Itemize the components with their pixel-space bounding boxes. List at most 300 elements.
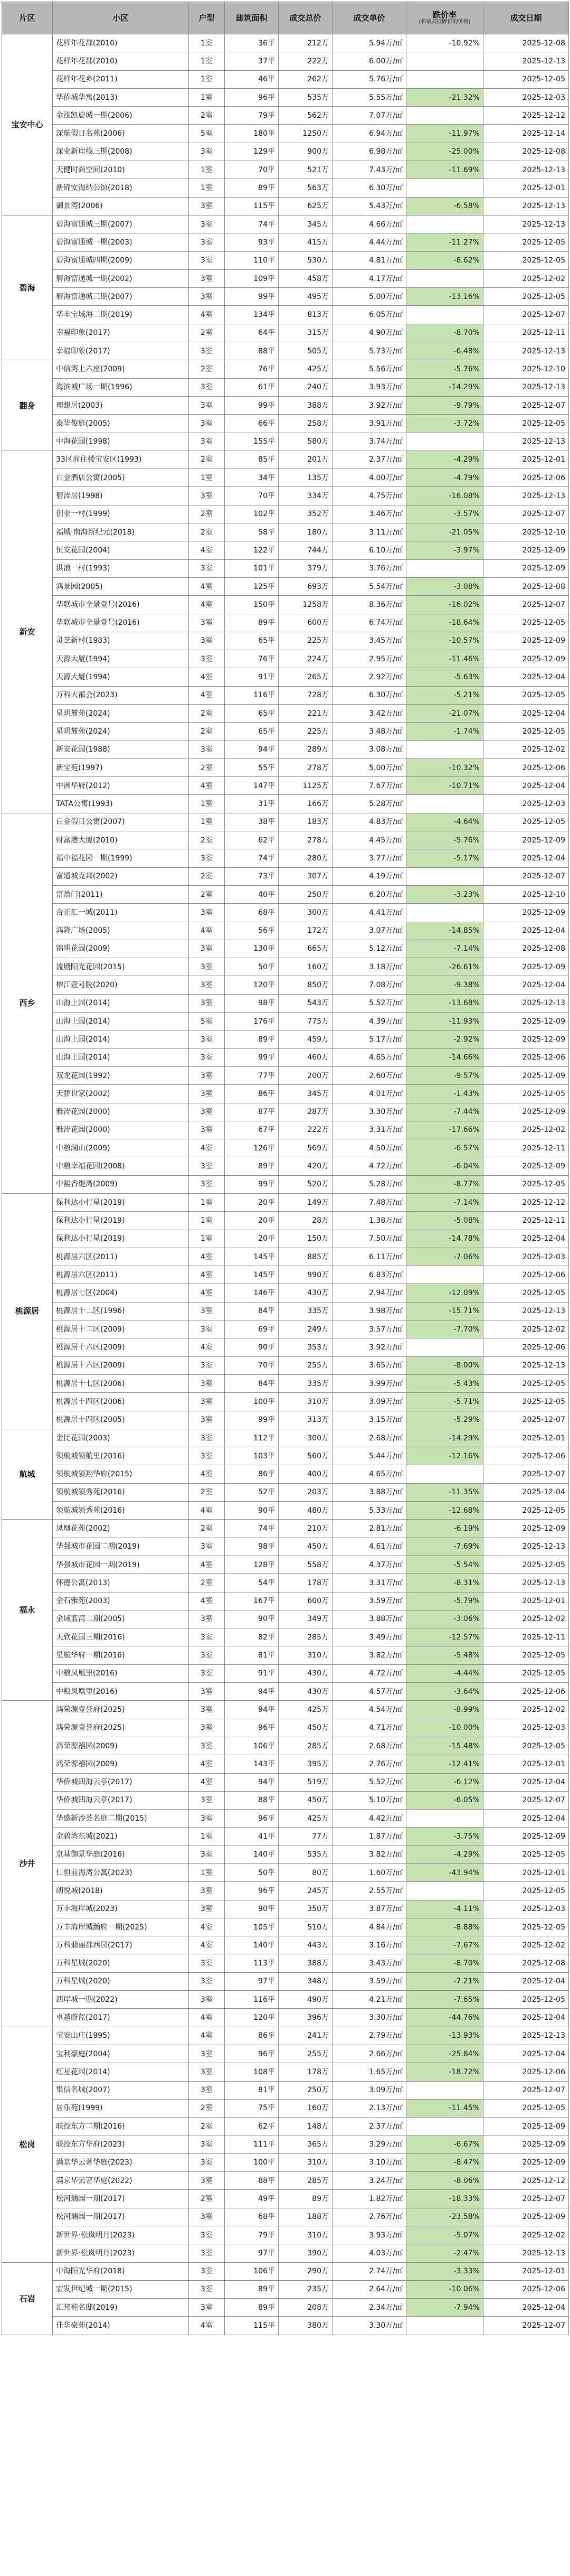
discount-rate-cell: -3.06% (406, 1610, 483, 1628)
community-cell: 锦明花园(2009) (53, 940, 189, 958)
unit-price-cell: 3.45万/㎡ (332, 632, 406, 650)
discount-rate-cell: -4.79% (406, 469, 483, 487)
discount-rate-cell: -8.31% (406, 1574, 483, 1592)
layout-cell: 3室 (189, 233, 225, 251)
area-cell: 106平 (225, 2262, 279, 2280)
total-price-cell: 148万 (279, 2118, 332, 2135)
total-price-cell: 458万 (279, 269, 332, 287)
area-cell: 87平 (225, 1103, 279, 1121)
discount-rate-cell: -5.43% (406, 1374, 483, 1392)
table-row (2, 686, 569, 704)
total-price-cell: 150万 (279, 1230, 332, 1248)
discount-rate-cell: -13.68% (406, 994, 483, 1012)
area-cell: 82平 (225, 1628, 279, 1646)
total-price-cell: 450万 (279, 1719, 332, 1737)
unit-price-cell: 2.81万/㎡ (332, 1520, 406, 1538)
discount-rate-cell (406, 1338, 483, 1356)
layout-cell: 3室 (189, 396, 225, 414)
area-cell: 103平 (225, 1447, 279, 1465)
community-cell: 联投东方华府(2023) (53, 2135, 189, 2153)
table-row (2, 2099, 569, 2117)
layout-cell: 3室 (189, 1356, 225, 1374)
total-price-cell: 775万 (279, 1013, 332, 1031)
unit-price-cell: 3.59万/㎡ (332, 1592, 406, 1610)
community-cell: 新世界·松岚明月(2023) (53, 2244, 189, 2262)
discount-rate-cell: -11.97% (406, 125, 483, 143)
table-row (2, 668, 569, 686)
table-row (2, 2226, 569, 2244)
district-cell: 翻身 (2, 360, 53, 451)
layout-cell: 3室 (189, 1972, 225, 1990)
unit-price-cell: 6.83万/㎡ (332, 1266, 406, 1284)
district-cell: 新安 (2, 451, 53, 813)
unit-price-cell: 2.37万/㎡ (332, 451, 406, 469)
date-cell: 2025-12-06 (483, 1447, 569, 1465)
community-cell: 华强城市花园二期(2019) (53, 1538, 189, 1556)
area-cell: 70平 (225, 1356, 279, 1374)
community-cell: 花样年花乡(2011) (53, 70, 189, 88)
total-price-cell: 235万 (279, 2280, 332, 2298)
discount-rate-cell: -6.67% (406, 2135, 483, 2153)
district-cell: 桃源居 (2, 1194, 53, 1429)
date-cell: 2025-12-08 (483, 940, 569, 958)
date-cell: 2025-12-01 (483, 2262, 569, 2280)
layout-cell: 3室 (189, 2208, 225, 2226)
area-cell: 75平 (225, 2099, 279, 2117)
date-cell: 2025-12-07 (483, 2081, 569, 2099)
district-cell: 航城 (2, 1429, 53, 1519)
table-row (2, 2208, 569, 2226)
table-row (2, 2081, 569, 2099)
date-cell: 2025-12-09 (483, 831, 569, 849)
community-cell: 白金酒店公寓(2005) (53, 469, 189, 487)
discount-rate-cell: -4.11% (406, 1900, 483, 1918)
date-cell: 2025-12-05 (483, 1393, 569, 1411)
discount-rate-cell: -10.71% (406, 777, 483, 795)
unit-price-cell: 2.64万/㎡ (332, 2280, 406, 2298)
table-row (2, 541, 569, 559)
area-cell: 97平 (225, 2244, 279, 2262)
layout-cell: 3室 (189, 2153, 225, 2171)
date-cell: 2025-12-07 (483, 396, 569, 414)
area-cell: 96平 (225, 2045, 279, 2063)
community-cell: 雅涛花园(2000) (53, 1121, 189, 1139)
discount-rate-cell (406, 107, 483, 125)
unit-price-cell: 3.98万/㎡ (332, 1302, 406, 1320)
layout-cell: 5室 (189, 1013, 225, 1031)
unit-price-cell: 3.93万/㎡ (332, 2226, 406, 2244)
layout-cell: 3室 (189, 1031, 225, 1048)
unit-price-cell: 4.61万/㎡ (332, 1538, 406, 1556)
discount-rate-cell: -14.66% (406, 1048, 483, 1066)
community-cell: 流塘阳光花园(2015) (53, 958, 189, 976)
date-cell: 2025-12-09 (483, 1520, 569, 1538)
unit-price-cell: 2.60万/㎡ (332, 1066, 406, 1084)
total-price-cell: 200万 (279, 1066, 332, 1084)
total-price-cell: 390万 (279, 2244, 332, 2262)
layout-cell: 3室 (189, 1103, 225, 1121)
layout-cell: 3室 (189, 1085, 225, 1103)
community-cell: 鸿荣源壹誉府(2025) (53, 1701, 189, 1719)
table-row (2, 1031, 569, 1048)
discount-rate-cell (406, 2081, 483, 2099)
area-cell: 109平 (225, 269, 279, 287)
discount-rate-cell: -12.68% (406, 1502, 483, 1520)
discount-rate-cell (406, 70, 483, 88)
table-row (2, 1048, 569, 1066)
date-cell: 2025-12-09 (483, 2208, 569, 2226)
total-price-cell: 562万 (279, 107, 332, 125)
date-cell: 2025-12-05 (483, 1374, 569, 1392)
table-row (2, 505, 569, 523)
unit-price-cell: 3.82万/㎡ (332, 1646, 406, 1664)
total-price-cell: 443万 (279, 1936, 332, 1954)
total-price-cell: 166万 (279, 795, 332, 813)
total-price-cell: 665万 (279, 940, 332, 958)
table-row (2, 994, 569, 1012)
unit-price-cell: 4.00万/㎡ (332, 469, 406, 487)
unit-price-cell: 3.31万/㎡ (332, 1574, 406, 1592)
unit-price-cell: 1.65万/㎡ (332, 2063, 406, 2081)
community-cell: 中粮凤凰里(2016) (53, 1664, 189, 1682)
unit-price-cell: 4.54万/㎡ (332, 1701, 406, 1719)
unit-price-cell: 2.92万/㎡ (332, 668, 406, 686)
date-cell: 2025-12-05 (483, 1737, 569, 1755)
community-cell: 联投东方二期(2016) (53, 2118, 189, 2135)
discount-rate-cell: -4.44% (406, 1664, 483, 1682)
unit-price-cell: 5.00万/㎡ (332, 758, 406, 776)
table-row (2, 1737, 569, 1755)
layout-cell: 1室 (189, 1230, 225, 1248)
layout-cell: 3室 (189, 2244, 225, 2262)
area-cell: 100平 (225, 1393, 279, 1411)
discount-rate-cell: -8.62% (406, 251, 483, 269)
date-cell: 2025-12-13 (483, 433, 569, 451)
total-price-cell: 460万 (279, 1048, 332, 1066)
table-row (2, 1483, 569, 1501)
total-price-cell: 600万 (279, 1592, 332, 1610)
unit-price-cell: 3.49万/㎡ (332, 1628, 406, 1646)
total-price-cell: 430万 (279, 1664, 332, 1682)
date-cell: 2025-12-04 (483, 1483, 569, 1501)
area-cell: 81平 (225, 2081, 279, 2099)
table-row (2, 2317, 569, 2335)
date-cell: 2025-12-11 (483, 1139, 569, 1157)
total-price-cell: 543万 (279, 994, 332, 1012)
layout-cell: 4室 (189, 922, 225, 940)
area-cell: 96平 (225, 1719, 279, 1737)
layout-cell: 3室 (189, 1882, 225, 1900)
discount-rate-cell: -5.76% (406, 831, 483, 849)
date-cell: 2025-12-05 (483, 1918, 569, 1936)
date-cell: 2025-12-09 (483, 2135, 569, 2153)
total-price-cell: 365万 (279, 2135, 332, 2153)
community-cell: 汇邦苑名邸(2019) (53, 2299, 189, 2317)
area-cell: 167平 (225, 1592, 279, 1610)
table-row (2, 559, 569, 577)
table-row (2, 596, 569, 614)
district-cell: 宝安中心 (2, 34, 53, 216)
date-cell: 2025-12-03 (483, 795, 569, 813)
area-cell: 62平 (225, 2118, 279, 2135)
discount-rate-cell: -8.77% (406, 1175, 483, 1193)
date-cell: 2025-12-14 (483, 125, 569, 143)
date-cell: 2025-12-11 (483, 1212, 569, 1230)
discount-rate-cell: -8.70% (406, 1954, 483, 1972)
total-price-cell: 221万 (279, 704, 332, 722)
date-cell: 2025-12-01 (483, 179, 569, 197)
total-price-cell: 345万 (279, 1085, 332, 1103)
unit-price-cell: 3.42万/㎡ (332, 704, 406, 722)
layout-cell: 4室 (189, 777, 225, 795)
unit-price-cell: 2.68万/㎡ (332, 1737, 406, 1755)
date-cell: 2025-12-08 (483, 143, 569, 161)
total-price-cell: 348万 (279, 1972, 332, 1990)
community-cell: 宝安山庄(1995) (53, 2027, 189, 2045)
unit-price-cell: 3.46万/㎡ (332, 505, 406, 523)
layout-cell: 1室 (189, 469, 225, 487)
table-row (2, 1212, 569, 1230)
date-cell: 2025-12-03 (483, 1248, 569, 1266)
layout-cell: 1室 (189, 1863, 225, 1881)
layout-cell: 4室 (189, 668, 225, 686)
table-row (2, 415, 569, 433)
table-row (2, 1683, 569, 1701)
area-cell: 65平 (225, 704, 279, 722)
table-row (2, 233, 569, 251)
date-cell: 2025-12-13 (483, 2027, 569, 2045)
total-price-cell: 258万 (279, 415, 332, 433)
community-cell: 鸿隆广场(2005) (53, 922, 189, 940)
date-cell: 2025-12-09 (483, 2118, 569, 2135)
total-price-cell: 335万 (279, 1374, 332, 1392)
table-row (2, 1175, 569, 1193)
community-cell: 领航城领秀苑(2016) (53, 1483, 189, 1501)
table-row (2, 958, 569, 976)
table-row (2, 1773, 569, 1791)
total-price-cell: 495万 (279, 288, 332, 306)
district-cell: 松岗 (2, 2027, 53, 2262)
total-price-cell: 535万 (279, 1846, 332, 1863)
community-cell: 双龙花园(1992) (53, 1066, 189, 1084)
community-cell: 花样年花郡(2010) (53, 34, 189, 52)
layout-cell: 3室 (189, 197, 225, 215)
area-cell: 91平 (225, 1664, 279, 1682)
community-cell: 深业新岸线三期(2008) (53, 143, 189, 161)
table-row (2, 2190, 569, 2208)
table-row (2, 1066, 569, 1084)
date-cell: 2025-12-09 (483, 1157, 569, 1175)
unit-price-cell: 3.74万/㎡ (332, 433, 406, 451)
community-cell: 33区商住楼宝安区(1993) (53, 451, 189, 469)
total-price-cell: 224万 (279, 650, 332, 668)
unit-price-cell: 2.94万/㎡ (332, 1284, 406, 1302)
area-cell: 74平 (225, 215, 279, 233)
date-cell: 2025-12-13 (483, 378, 569, 396)
layout-cell: 3室 (189, 1900, 225, 1918)
layout-cell: 3室 (189, 559, 225, 577)
community-cell: 怀德公寓(2013) (53, 1574, 189, 1592)
district-cell: 碧海 (2, 215, 53, 360)
date-cell: 2025-12-04 (483, 1230, 569, 1248)
table-row (2, 1139, 569, 1157)
unit-price-cell: 2.95万/㎡ (332, 650, 406, 668)
community-cell: 松河瑞园一期(2017) (53, 2190, 189, 2208)
community-cell: 天骄世家(2002) (53, 1085, 189, 1103)
discount-rate-cell: -25.84% (406, 2045, 483, 2063)
discount-rate-cell: -8.70% (406, 324, 483, 342)
table-row (2, 1936, 569, 1954)
community-cell: 雅涛花园(2000) (53, 1103, 189, 1121)
discount-rate-cell: -7.69% (406, 1538, 483, 1556)
total-price-cell: 600万 (279, 614, 332, 632)
area-cell: 140平 (225, 1936, 279, 1954)
community-cell: 海滨城广场一期(1996) (53, 378, 189, 396)
unit-price-cell: 3.77万/㎡ (332, 849, 406, 867)
table-row (2, 1701, 569, 1719)
unit-price-cell: 4.37万/㎡ (332, 1556, 406, 1573)
total-price-cell: 388万 (279, 396, 332, 414)
total-price-cell: 520万 (279, 1175, 332, 1193)
area-cell: 79平 (225, 107, 279, 125)
table-row (2, 2063, 569, 2081)
header-area: 建筑面积 (225, 2, 279, 34)
area-cell: 113平 (225, 1954, 279, 1972)
community-cell: 万丰海岸城(2023) (53, 1900, 189, 1918)
unit-price-cell: 3.99万/㎡ (332, 1374, 406, 1392)
table-row (2, 1085, 569, 1103)
date-cell: 2025-12-01 (483, 1592, 569, 1610)
discount-rate-cell (406, 867, 483, 885)
layout-cell: 1室 (189, 161, 225, 179)
table-row (2, 1882, 569, 1900)
area-cell: 110平 (225, 251, 279, 269)
date-cell: 2025-12-05 (483, 288, 569, 306)
discount-rate-cell: -14.29% (406, 1429, 483, 1447)
layout-cell: 3室 (189, 632, 225, 650)
community-cell: 华侨城四海云亭(2017) (53, 1773, 189, 1791)
unit-price-cell: 4.03万/㎡ (332, 2244, 406, 2262)
total-price-cell: 530万 (279, 251, 332, 269)
date-cell: 2025-12-06 (483, 1338, 569, 1356)
area-cell: 88平 (225, 2172, 279, 2190)
district-cell: 沙井 (2, 1701, 53, 2027)
layout-cell: 3室 (189, 2045, 225, 2063)
community-cell: 满京华云著华庭(2023) (53, 2153, 189, 2171)
table-row (2, 70, 569, 88)
community-cell: 创业一村(1999) (53, 505, 189, 523)
community-cell: 华联城市全景壹号(2016) (53, 614, 189, 632)
discount-rate-cell: -6.12% (406, 1773, 483, 1791)
date-cell: 2025-12-09 (483, 1066, 569, 1084)
area-cell: 122平 (225, 541, 279, 559)
discount-rate-cell: -1.43% (406, 1085, 483, 1103)
area-cell: 94平 (225, 741, 279, 758)
area-cell: 115平 (225, 2317, 279, 2335)
layout-cell: 4室 (189, 1755, 225, 1773)
date-cell: 2025-12-09 (483, 632, 569, 650)
area-cell: 90平 (225, 1610, 279, 1628)
area-cell: 86平 (225, 1465, 279, 1483)
date-cell: 2025-12-09 (483, 1103, 569, 1121)
discount-rate-cell: -21.07% (406, 704, 483, 722)
discount-rate-cell: -11.93% (406, 1013, 483, 1031)
total-price-cell: 885万 (279, 1248, 332, 1266)
community-cell: 领航城领航里(2016) (53, 1447, 189, 1465)
unit-price-cell: 2.68万/㎡ (332, 1429, 406, 1447)
discount-rate-cell: -21.32% (406, 88, 483, 106)
area-cell: 69平 (225, 1320, 279, 1338)
unit-price-cell: 2.13万/㎡ (332, 2099, 406, 2117)
unit-price-cell: 6.00万/㎡ (332, 52, 406, 70)
total-price-cell: 249万 (279, 1320, 332, 1338)
discount-rate-cell: -11.27% (406, 233, 483, 251)
area-cell: 90平 (225, 1338, 279, 1356)
date-cell: 2025-12-07 (483, 1791, 569, 1809)
date-cell: 2025-12-06 (483, 2280, 569, 2298)
total-price-cell: 278万 (279, 831, 332, 849)
date-cell: 2025-12-03 (483, 1719, 569, 1737)
layout-cell: 3室 (189, 1066, 225, 1084)
table-row (2, 2244, 569, 2262)
table-row (2, 1556, 569, 1573)
area-cell: 85平 (225, 451, 279, 469)
community-cell: 中洲华府(2012) (53, 777, 189, 795)
table-row (2, 215, 569, 233)
area-cell: 116平 (225, 686, 279, 704)
layout-cell: 2室 (189, 324, 225, 342)
community-cell: 合正汇一城(2011) (53, 904, 189, 922)
community-cell: 洪浪一村(1993) (53, 559, 189, 577)
discount-rate-cell: -14.29% (406, 378, 483, 396)
date-cell: 2025-12-05 (483, 1646, 569, 1664)
unit-price-cell: 3.87万/㎡ (332, 1900, 406, 1918)
table-row (2, 487, 569, 505)
area-cell: 34平 (225, 469, 279, 487)
community-cell: 华盛新沙荟名庭二期(2015) (53, 1810, 189, 1828)
discount-rate-cell: -10.32% (406, 758, 483, 776)
date-cell: 2025-12-05 (483, 813, 569, 831)
layout-cell: 4室 (189, 1918, 225, 1936)
discount-rate-cell: -8.00% (406, 1356, 483, 1374)
area-cell: 20平 (225, 1230, 279, 1248)
total-price-cell: 255万 (279, 2045, 332, 2063)
discount-rate-cell: -43.94% (406, 1863, 483, 1881)
layout-cell: 2室 (189, 451, 225, 469)
area-cell: 96平 (225, 88, 279, 106)
area-cell: 89平 (225, 2280, 279, 2298)
discount-rate-cell: -5.76% (406, 360, 483, 378)
layout-cell: 3室 (189, 1447, 225, 1465)
discount-rate-cell (406, 306, 483, 324)
table-row (2, 976, 569, 994)
date-cell: 2025-12-07 (483, 867, 569, 885)
date-cell: 2025-12-04 (483, 2299, 569, 2317)
total-price-cell: 208万 (279, 2299, 332, 2317)
table-row (2, 940, 569, 958)
layout-cell: 3室 (189, 2135, 225, 2153)
header-unit-price: 成交单价 (332, 2, 406, 34)
date-cell: 2025-12-13 (483, 1302, 569, 1320)
discount-rate-cell (406, 2317, 483, 2335)
date-cell: 2025-12-02 (483, 741, 569, 758)
date-cell: 2025-12-04 (483, 1773, 569, 1791)
table-row (2, 1538, 569, 1556)
table-row (2, 867, 569, 885)
community-cell: 福中福花园一期(1999) (53, 849, 189, 867)
area-cell: 91平 (225, 668, 279, 686)
layout-cell: 2室 (189, 2099, 225, 2117)
